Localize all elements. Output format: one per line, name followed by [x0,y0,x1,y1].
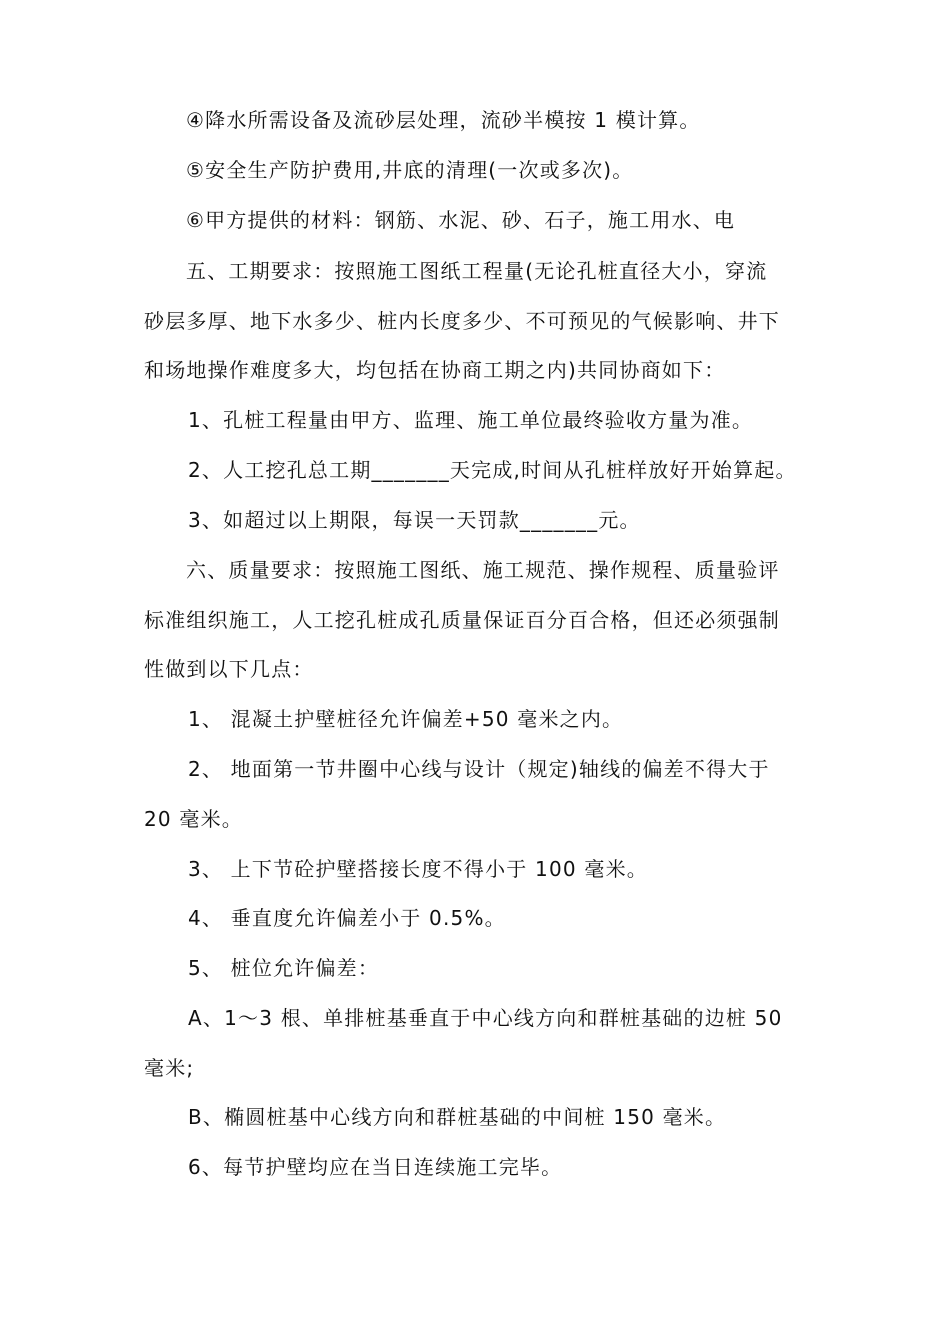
schedule-item-2: 2、人工挖孔总工期_______天完成,时间从孔桩样放好开始算起。 [188,458,797,482]
schedule-item-1: 1、孔桩工程量由甲方、监理、施工单位最终验收方量为准。 [188,408,754,432]
schedule-item-3: 3、如超过以上期限，每误一天罚款_______元。 [188,508,641,532]
quality-item-2-cont: 20 毫米。 [144,807,244,831]
section-6-text: 标准组织施工，人工挖孔桩成孔质量保证百分百合格，但还必须强制 [144,608,780,632]
quality-item-5b: B、椭圆桩基中心线方向和群桩基础的中间桩 150 毫米。 [188,1105,727,1129]
quality-item-5a: A、1～3 根、单排桩基垂直于中心线方向和群桩基础的边桩 50 [188,1006,783,1030]
quality-item-5a-cont: 毫米; [144,1056,195,1080]
quality-item-3: 3、 上下节砼护壁搭接长度不得小于 100 毫米。 [188,857,648,881]
section-5-heading: 五、工期要求：按照施工图纸工程量(无论孔桩直径大小，穿流 [186,259,768,283]
section-6-text: 性做到以下几点： [144,657,314,681]
quality-item-4: 4、 垂直度允许偏差小于 0.5%。 [188,906,506,930]
quality-item-5: 5、 桩位允许偏差： [188,956,380,980]
section-5-text: 和场地操作难度多大，均包括在协商工期之内)共同协商如下： [144,358,726,382]
item-5-safety: ⑤安全生产防护费用,井底的清理(一次或多次)。 [186,158,634,182]
quality-item-6: 6、每节护壁均应在当日连续施工完毕。 [188,1155,563,1179]
quality-item-1: 1、 混凝土护壁桩径允许偏差+50 毫米之内。 [188,707,624,731]
item-4-dewatering: ④降水所需设备及流砂层处理，流砂半模按 1 模计算。 [186,108,701,132]
section-6-heading: 六、质量要求：按照施工图纸、施工规范、操作规程、质量验评 [186,558,780,582]
quality-item-2: 2、 地面第一节井圈中心线与设计（规定)轴线的偏差不得大于 [188,757,770,781]
section-5-text: 砂层多厚、地下水多少、桩内长度多少、不可预见的气候影响、井下 [144,309,780,333]
item-6-materials: ⑥甲方提供的材料：钢筋、水泥、砂、石子，施工用水、电 [186,208,736,232]
